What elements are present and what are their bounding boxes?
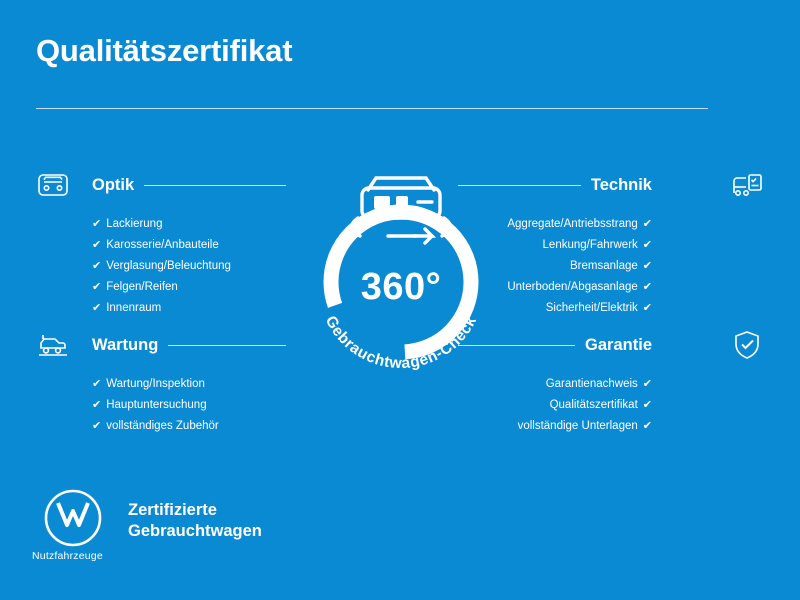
- quadrant-wartung: [36, 330, 286, 437]
- list-item-label: Innenraum: [106, 302, 162, 314]
- list-item-label: Karosserie/Anbauteile: [106, 239, 219, 251]
- list-item-label: Felgen/Reifen: [106, 281, 178, 293]
- check-icon: ✔: [642, 399, 652, 411]
- list-item-label: vollständige Unterlagen: [517, 420, 638, 432]
- list-item-label: Lenkung/Fahrwerk: [542, 239, 638, 251]
- check-icon: ✔: [92, 378, 102, 390]
- check-icon: ✔: [642, 378, 652, 390]
- logo-caption: Nutzfahrzeuge: [32, 550, 103, 562]
- quadrant-title: Optik: [92, 175, 135, 194]
- check-icon: ✔: [642, 302, 652, 314]
- list-item: [92, 298, 286, 319]
- list-item-label: Hauptuntersuchung: [106, 399, 207, 411]
- quadrant-title: Garantie: [585, 335, 652, 354]
- list-item-label: Verglasung/Beleuchtung: [106, 260, 231, 272]
- footer-text: [128, 500, 262, 541]
- quadrant-header: [36, 170, 286, 200]
- list-item-label: Sicherheit/Elektrik: [545, 302, 638, 314]
- check-list-wartung: [36, 374, 286, 437]
- check-icon: ✔: [642, 281, 652, 293]
- footer-line-1: Zertifizierte: [128, 501, 217, 520]
- shield-check-icon: [730, 328, 764, 362]
- car-checklist-icon: [730, 168, 764, 202]
- list-item-label: Wartung/Inspektion: [106, 378, 205, 390]
- header-divider: [36, 108, 708, 109]
- list-item: [92, 235, 286, 256]
- list-item-label: Aggregate/Antriebsstrang: [507, 218, 638, 230]
- check-icon: ✔: [92, 218, 102, 230]
- list-item: [92, 395, 286, 416]
- list-item-label: Qualitätszertifikat: [549, 399, 638, 411]
- list-item-label: Bremsanlage: [570, 260, 638, 272]
- check-icon: ✔: [642, 420, 652, 432]
- check-icon: ✔: [92, 399, 102, 411]
- vw-logo: [32, 484, 110, 562]
- check-icon: ✔: [642, 239, 652, 251]
- center-badge: [296, 140, 506, 373]
- list-item-label: Lackierung: [106, 218, 163, 230]
- check-icon: ✔: [92, 302, 102, 314]
- quadrant-header: [36, 330, 286, 360]
- list-item-label: Garantienachweis: [545, 378, 638, 390]
- list-item: [92, 416, 286, 437]
- list-item: [92, 277, 286, 298]
- list-item: [92, 214, 286, 235]
- quadrant-title: Technik: [590, 175, 652, 194]
- list-item: [458, 374, 652, 395]
- quadrant-title: Wartung: [92, 335, 159, 354]
- center-value: 360°: [360, 266, 442, 308]
- page-title: Qualitätszertifikat: [36, 33, 293, 68]
- list-item-label: Unterboden/Abgasanlage: [507, 281, 638, 293]
- quadrant-optik: [36, 170, 286, 319]
- check-icon: ✔: [92, 281, 102, 293]
- check-icon: ✔: [92, 420, 102, 432]
- car-lift-icon: [36, 328, 70, 362]
- footer-line-2: Gebrauchtwagen: [128, 522, 262, 540]
- page-header: [36, 34, 764, 68]
- check-list-optik: [36, 214, 286, 319]
- list-item: [458, 416, 652, 437]
- footer: [32, 484, 262, 562]
- check-icon: ✔: [92, 260, 102, 272]
- list-item: [92, 256, 286, 277]
- check-icon: ✔: [642, 260, 652, 272]
- arc-label: Gebrauchtwagen-Check: [321, 313, 481, 373]
- check-icon: ✔: [92, 239, 102, 251]
- list-item: [458, 395, 652, 416]
- car-front-icon: [36, 168, 70, 202]
- title-divider: [168, 345, 286, 346]
- title-divider: [144, 185, 286, 186]
- list-item-label: vollständiges Zubehör: [106, 420, 219, 432]
- check-list-garantie: [458, 374, 708, 437]
- check-icon: ✔: [642, 218, 652, 230]
- list-item: [92, 374, 286, 395]
